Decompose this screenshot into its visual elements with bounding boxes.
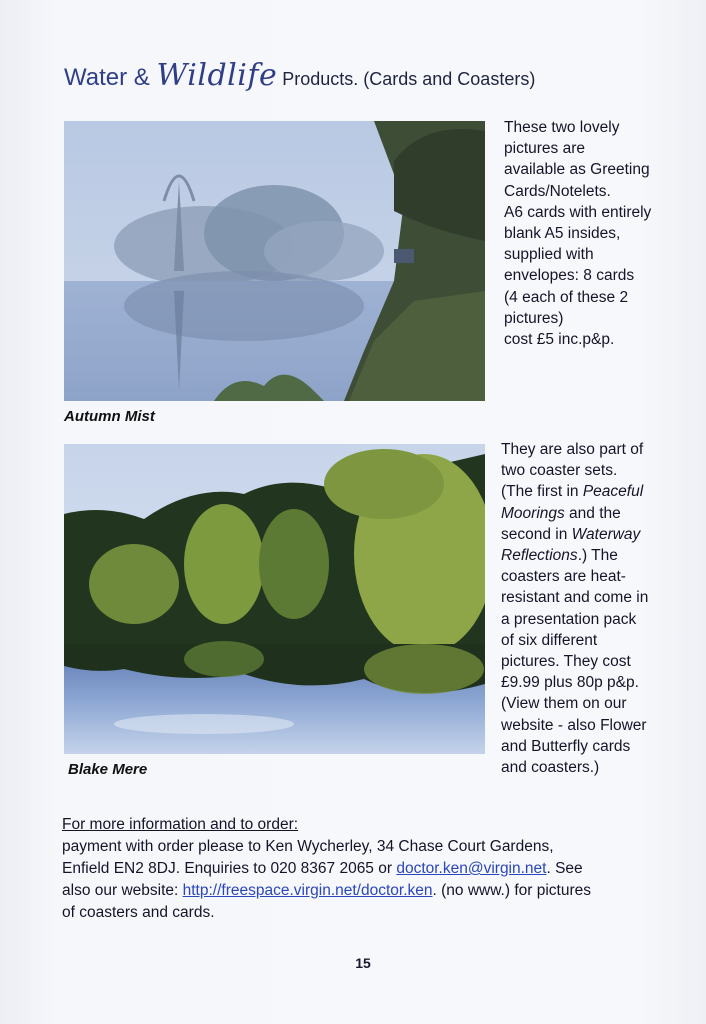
text-line — [62, 880, 682, 902]
text-span: (The first in — [501, 483, 583, 501]
title-wildlife: Wildlife — [156, 58, 278, 93]
text-line: payment with order please to Ken Wycherley, 34 Chase Court Gardens, — [62, 838, 554, 855]
text-line — [501, 545, 687, 566]
autumn-mist-photo — [64, 121, 485, 401]
text-line: A6 cards with entirely — [504, 203, 652, 221]
text-line: (4 each of these 2 — [504, 288, 629, 306]
text-line: envelopes: 8 cards — [504, 267, 635, 285]
cards-description — [504, 117, 684, 350]
email-link[interactable]: doctor.ken@virgin.net — [396, 860, 547, 877]
text-line: They are also part of — [501, 441, 644, 458]
coasters-description — [501, 439, 687, 778]
order-heading: For more information and to order: — [62, 816, 299, 833]
text-span: . (no www.) for pictures — [432, 882, 591, 899]
text-span: also our website: — [62, 882, 183, 899]
set-name-peaceful: Peaceful — [582, 483, 644, 501]
text-line: two coaster sets. — [501, 462, 618, 480]
set-name-reflections: Reflections — [501, 547, 578, 565]
text-span: .) The — [577, 547, 618, 565]
title-products: Products. (Cards and Coasters) — [277, 69, 536, 89]
text-line — [62, 858, 682, 880]
set-name-waterway: Waterway — [571, 525, 641, 543]
blake-mere-photo — [64, 444, 485, 754]
text-line: pictures. They cost — [501, 653, 631, 671]
page-title — [64, 58, 535, 93]
blake-mere-caption: Blake Mere — [68, 761, 148, 778]
text-line: pictures are — [504, 140, 585, 158]
text-line: (View them on our — [501, 695, 627, 713]
text-line: and Butterfly cards — [501, 737, 631, 755]
text-line: website - also Flower — [501, 716, 647, 734]
title-water: Water & — [64, 64, 157, 91]
text-line — [501, 503, 687, 524]
autumn-mist-caption: Autumn Mist — [64, 408, 155, 425]
text-line: and coasters.) — [501, 759, 600, 777]
text-span: and the — [564, 504, 621, 522]
text-line: available as Greeting — [504, 161, 650, 179]
text-line: These two lovely — [504, 119, 620, 136]
text-line: of six different — [501, 631, 598, 649]
text-line: of coasters and cards. — [62, 904, 215, 921]
text-line: resistant and come in — [501, 589, 649, 607]
website-link[interactable]: http://freespace.virgin.net/doctor.ken — [182, 882, 433, 899]
text-line: supplied with — [504, 246, 594, 264]
text-line: Cards/Notelets. — [504, 182, 611, 200]
text-line: pictures) — [504, 309, 564, 327]
text-line — [501, 524, 687, 545]
order-information — [62, 814, 682, 924]
text-span: Enfield EN2 8DJ. Enquiries to 020 8367 2065 or — [62, 860, 397, 877]
text-line: £9.99 plus 80p p&p. — [501, 674, 639, 692]
text-line: a presentation pack — [501, 610, 637, 628]
text-line: cost £5 inc.p&p. — [504, 331, 615, 349]
text-span: . See — [546, 860, 583, 877]
set-name-moorings: Moorings — [501, 504, 565, 522]
text-span: second in — [501, 525, 572, 543]
page-number: 15 — [355, 955, 371, 971]
text-line — [501, 481, 687, 502]
text-line: blank A5 insides, — [504, 225, 621, 243]
text-line: coasters are heat- — [501, 568, 626, 586]
